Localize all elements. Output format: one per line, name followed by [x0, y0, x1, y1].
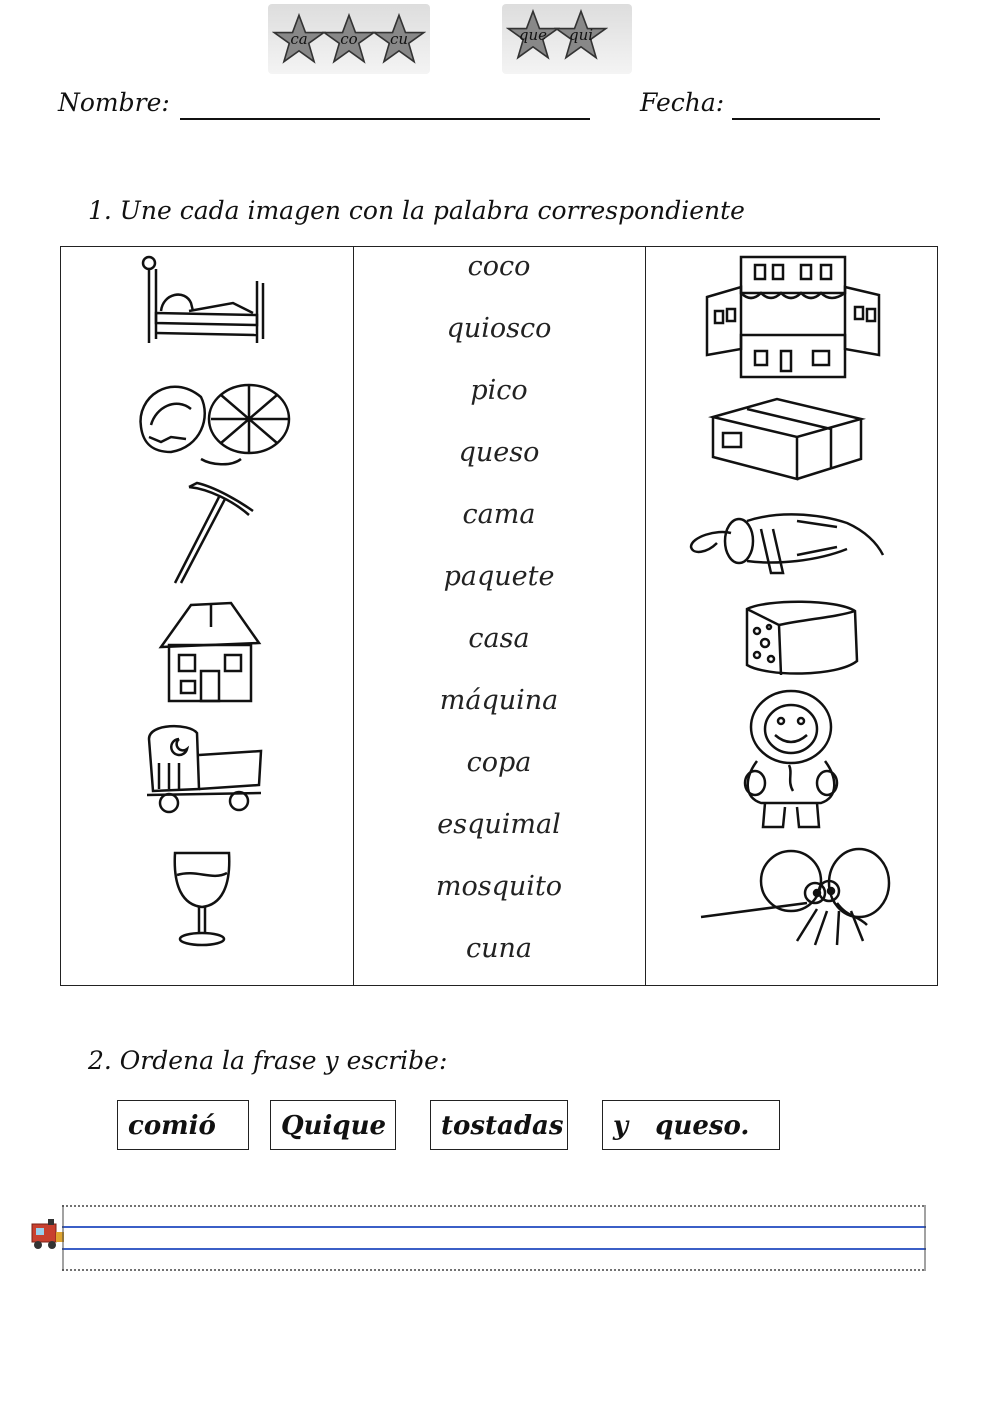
bed-picture[interactable] [133, 253, 273, 348]
word-cama[interactable]: cama [462, 499, 536, 530]
cheese-picture[interactable] [727, 597, 869, 679]
exercise1-instruction: 1. Une cada imagen con la palabra correspondiente [88, 196, 745, 225]
word-quiosco[interactable]: quiosco [446, 313, 552, 344]
word-casa[interactable]: casa [468, 623, 530, 654]
wine-glass-picture[interactable] [167, 847, 237, 949]
syllable-stars-que-qui [502, 4, 632, 74]
name-label: Nombre: [58, 88, 170, 117]
word-queso[interactable]: queso [458, 437, 540, 468]
star-label-co: co [340, 30, 358, 48]
coconut-picture[interactable] [131, 367, 291, 472]
word-mosquito[interactable]: mosquito [435, 871, 563, 902]
name-field[interactable] [180, 100, 590, 120]
word-paquete[interactable]: paquete [443, 561, 555, 592]
kiosk-picture[interactable] [701, 251, 885, 381]
pickaxe-picture[interactable] [161, 479, 261, 587]
writing-lines[interactable] [62, 1205, 926, 1271]
date-field[interactable] [732, 100, 880, 120]
house-picture[interactable] [151, 597, 267, 705]
grinder-machine-picture[interactable] [687, 503, 887, 579]
cradle-picture[interactable] [139, 719, 269, 815]
star-label-ca: ca [290, 30, 308, 48]
word-pico[interactable]: pico [470, 375, 528, 406]
matching-table [60, 246, 938, 986]
star-label-que: que [518, 26, 548, 44]
word-copa[interactable]: copa [466, 747, 532, 778]
word-card-comio[interactable]: comió [117, 1100, 249, 1150]
word-maquina[interactable]: máquina [439, 685, 559, 716]
word-card-quique[interactable]: Quique [270, 1100, 396, 1150]
word-coco[interactable]: coco [467, 251, 531, 282]
star-label-cu: cu [389, 30, 409, 48]
word-cuna[interactable]: cuna [466, 933, 532, 964]
word-card-y-queso[interactable]: y queso. [602, 1100, 780, 1150]
word-esquimal[interactable]: esquimal [437, 809, 561, 840]
exercise2-instruction: 2. Ordena la frase y escribe: [88, 1046, 448, 1075]
word-card-tostadas[interactable]: tostadas [430, 1100, 568, 1150]
train-icon [28, 1216, 66, 1252]
date-label: Fecha: [640, 88, 725, 117]
column-divider [645, 247, 646, 985]
eskimo-picture[interactable] [731, 687, 851, 837]
star-label-qui: qui [568, 26, 594, 44]
syllable-stars-ca-co-cu [268, 4, 430, 74]
package-picture[interactable] [707, 393, 867, 483]
mosquito-picture[interactable] [697, 845, 897, 951]
